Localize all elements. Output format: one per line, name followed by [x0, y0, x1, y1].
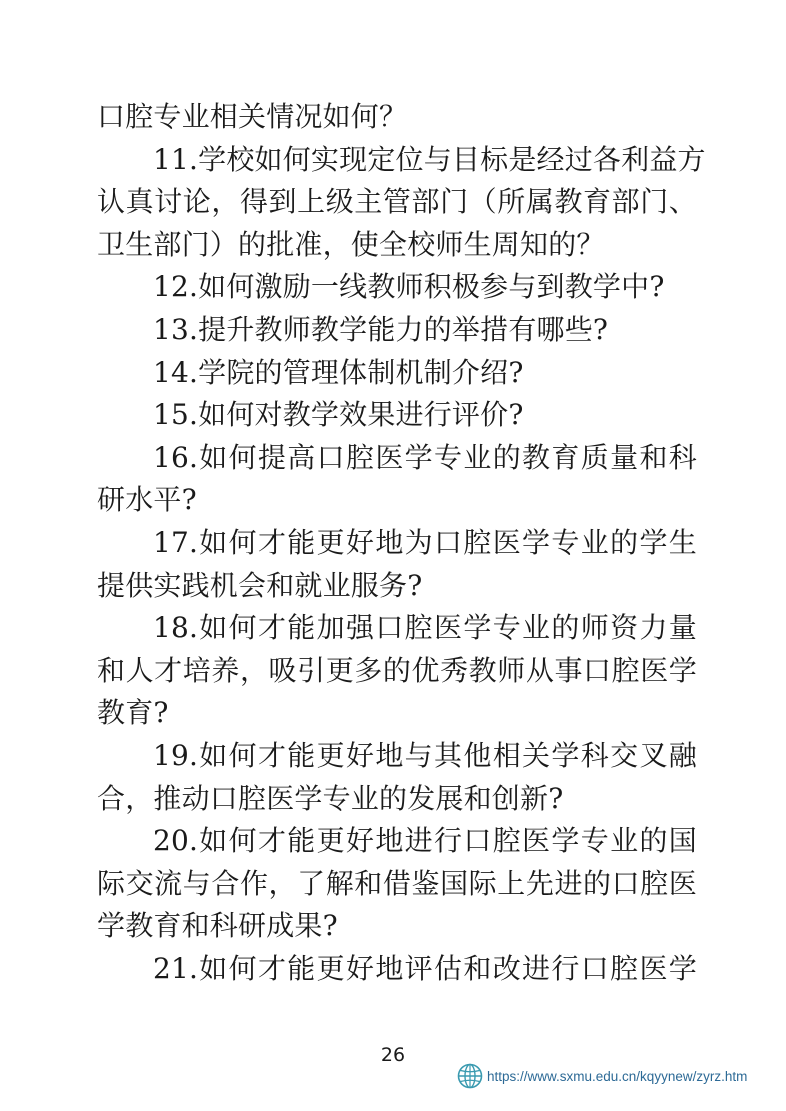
text-line: 认真讨论，得到上级主管部门（所属教育部门、 [97, 185, 697, 219]
text-line: 学教育和科研成果? [97, 909, 338, 943]
text-line: 11.学校如何实现定位与目标是经过各利益方 [153, 142, 706, 176]
text-line: 合，推动口腔医学专业的发展和创新? [97, 781, 564, 815]
text-line: 提供实践机会和就业服务? [97, 568, 423, 602]
text-line: 口腔专业相关情况如何？ [97, 100, 408, 133]
source-watermark [457, 1062, 747, 1090]
document-body [97, 96, 706, 990]
page-number: 26 [380, 1044, 406, 1066]
text-line: 17.如何才能更好地为口腔医学专业的学生 [153, 525, 697, 559]
text-line: 21.如何才能更好地评估和改进行口腔医学 [153, 951, 697, 985]
text-line: 和人才培养，吸引更多的优秀教师从事口腔医学 [97, 653, 697, 687]
text-line: 15.如何对教学效果进行评价? [153, 398, 524, 432]
globe-icon [457, 1063, 483, 1089]
text-line: 13.提升教师教学能力的举措有哪些? [153, 312, 609, 346]
text-line: 18.如何才能加强口腔医学专业的师资力量 [153, 611, 697, 645]
text-line: 19.如何才能更好地与其他相关学科交叉融 [153, 738, 697, 772]
text-line: 14.学院的管理体制机制介绍? [153, 355, 524, 389]
text-line: 研水平? [97, 483, 197, 517]
text-line: 卫生部门）的批准，使全校师生周知的？ [97, 227, 605, 261]
text-line: 际交流与合作，了解和借鉴国际上先进的口腔医 [97, 866, 697, 900]
text-line: 12.如何激励一线教师积极参与到教学中? [153, 270, 665, 304]
text-line: 20.如何才能更好地进行口腔医学专业的国 [153, 824, 697, 858]
text-line: 教育? [97, 696, 169, 730]
text-line: 16.如何提高口腔医学专业的教育质量和科 [153, 440, 697, 474]
watermark-url: https://www.sxmu.edu.cn/kqyynew/zyrz.htm [487, 1068, 748, 1084]
